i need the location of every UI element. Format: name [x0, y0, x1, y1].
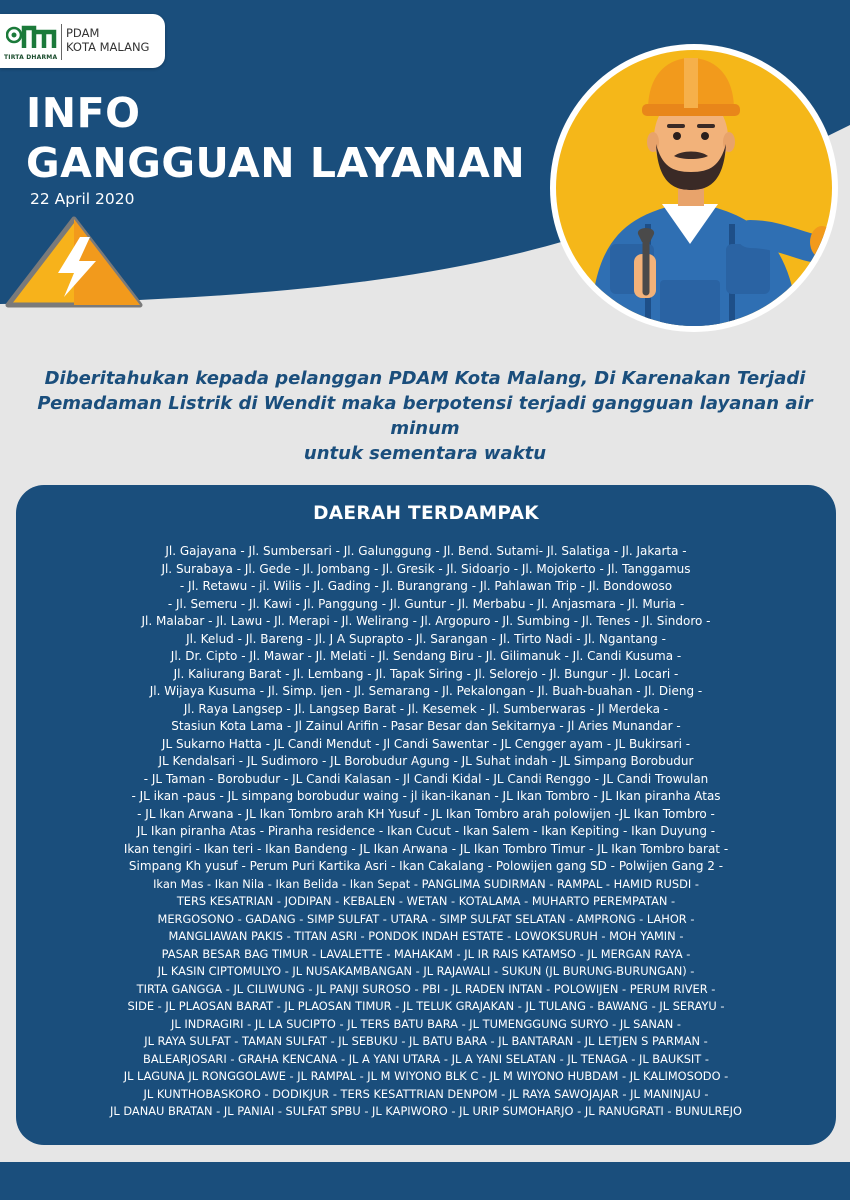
area-line: JL KASIN CIPTOMULYO - JL NUSAKAMBANGAN - JL RAJAWALI - SUKUN (JL BURUNG-BURUNGAN) -	[157, 964, 695, 978]
area-line: JL INDRAGIRI - JL LA SUCIPTO - JL TERS BATU BARA - JL TUMENGGUNG SURYO - JL SANAN -	[171, 1016, 681, 1031]
affected-areas-panel	[16, 485, 836, 1145]
area-line: Jl. Wijaya Kusuma - Jl. Simp. Ijen - Jl. Semarang - Jl. Pekalongan - Jl. Buah-buahan - Jl. Dieng -	[149, 684, 703, 698]
area-line: Ikan Mas - Ikan Nila - Ikan Belida - Ikan Sepat - PANGLIMA SUDIRMAN - RAMPAL - HAMID RUSDI -	[153, 876, 699, 891]
technician-illustration	[550, 44, 840, 334]
page-title	[26, 88, 525, 188]
logo-tagline: TIRTA DHARMA	[4, 54, 58, 61]
title-line2: GANGGUAN LAYANAN	[26, 139, 526, 187]
area-line: TIRTA GANGGA - JL CILIWUNG - JL PANJI SUROSO - PBI - JL RADEN INTAN - POLOWIJEN - PERUM RIVER -	[136, 981, 716, 996]
area-line: JL Ikan piranha Atas - Piranha residence - Ikan Cucut - Ikan Salem - Ikan Kepiting - Ikan Duyung -	[136, 824, 716, 838]
area-line: - JL Ikan Arwana - JL Ikan Tombro arah KH Yusuf - JL Ikan Tombro arah polowijen -JL Ikan Tombro -	[137, 806, 715, 821]
logo-divider	[61, 24, 62, 60]
area-line: - JL Taman - Borobudur - JL Candi Kalasan - Jl Candi Kidal - JL Candi Renggo - JL Candi Trowulan	[143, 771, 709, 786]
area-line: Simpang Kh yusuf - Perum Puri Kartika Asri - Ikan Cakalang - Polowijen gang SD - Polwijen Gang 2 -	[128, 859, 724, 873]
area-line: JL KUNTHOBASKORO - DODIKJUR - TERS KESATTRIAN DENPOM - JL RAYA SAWOJAJAR - JL MANINJAU -	[143, 1086, 709, 1101]
pdam-logo-icon	[6, 22, 58, 52]
area-line: Jl. Malabar - Jl. Lawu - Jl. Merapi - Jl. Welirang - Jl. Argopuro - Jl. Sumbing - Jl. Tenes - Jl. Sindoro -	[141, 614, 711, 628]
area-line: Stasiun Kota Lama - Jl Zainul Arifin - Pasar Besar dan Sekitarnya - Jl Aries Munandar -	[171, 719, 681, 733]
area-line: MANGLIAWAN PAKIS - TITAN ASRI - PONDOK INDAH ESTATE - LOWOKSURUH - MOH YAMIN -	[168, 929, 684, 943]
area-line: MERGOSONO - GADANG - SIMP SULFAT - UTARA - SIMP SULFAT SELATAN - AMPRONG - LAHOR -	[157, 911, 695, 926]
notice-line2: Pemadaman Listrik di Wendit maka berpotensi terjadi gangguan layanan air minum	[37, 393, 813, 439]
area-line: JL Kendalsari - JL Sudimoro - JL Borobudur Agung - JL Suhat indah - JL Simpang Borobudur	[158, 754, 694, 768]
area-line: JL DANAU BRATAN - JL PANIAI - SULFAT SPBU - JL KAPIWORO - JL URIP SUMOHARJO - JL RANUGRATI - BUNULREJO	[110, 1104, 742, 1118]
high-voltage-icon	[4, 215, 144, 310]
area-line: PASAR BESAR BAG TIMUR - LAVALETTE - MAHAKAM - JL IR RAIS KATAMSO - JL MERGAN RAYA -	[161, 946, 691, 961]
notice-text	[20, 366, 830, 466]
logo-name-line2: KOTA MALANG	[66, 40, 150, 54]
area-line: Jl. Kelud - Jl. Bareng - Jl. J A Suprapto - Jl. Sarangan - Jl. Tirto Nadi - Jl. Ngantang -	[186, 631, 666, 646]
pdam-logo	[0, 14, 165, 68]
affected-areas-list	[16, 543, 836, 1121]
footer-bar	[0, 1162, 850, 1200]
area-line: JL Sukarno Hatta - JL Candi Mendut - Jl Candi Sawentar - JL Cengger ayam - JL Bukirsari -	[161, 736, 691, 751]
area-line: - Jl. Semeru - Jl. Kawi - Jl. Panggung - Jl. Guntur - Jl. Merbabu - Jl. Anjasmara - Jl. Muria -	[167, 596, 685, 611]
area-line: - Jl. Retawu - jl. Wilis - Jl. Gading - Jl. Burangrang - Jl. Pahlawan Trip - Jl. Bondowoso	[179, 579, 673, 593]
area-line: SIDE - JL PLAOSAN BARAT - JL PLAOSAN TIMUR - JL TELUK GRAJAKAN - JL TULANG - BAWANG - JL SERAYU -	[127, 999, 725, 1013]
notice-date: 22 April 2020	[30, 190, 135, 208]
logo-name-line1: PDAM	[66, 26, 100, 40]
area-line: Jl. Surabaya - Jl. Gede - Jl. Jombang - Jl. Gresik - Jl. Sidoarjo - Jl. Mojokerto - Jl. Tanggamus	[161, 561, 691, 576]
area-line: BALEARJOSARI - GRAHA KENCANA - JL A YANI UTARA - JL A YANI SELATAN - JL TENAGA - JL BAUKSIT -	[143, 1051, 709, 1066]
notice-line3: untuk sementara waktu	[303, 443, 547, 464]
affected-areas-title: DAERAH TERDAMPAK	[313, 503, 539, 524]
area-line: Jl. Raya Langsep - Jl. Langsep Barat - Jl. Kesemek - Jl. Sumberwaras - Jl Merdeka -	[183, 701, 669, 716]
area-line: JL LAGUNA JL RONGGOLAWE - JL RAMPAL - JL M WIYONO BLK C - JL M WIYONO HUBDAM - JL KALIMOSODO -	[123, 1069, 729, 1083]
logo-name	[66, 26, 149, 54]
area-line: Jl. Dr. Cipto - Jl. Mawar - Jl. Melati - Jl. Sendang Biru - Jl. Gilimanuk - Jl. Candi Kusuma -	[170, 649, 682, 663]
area-line: - JL ikan -paus - JL simpang borobudur waing - jl ikan-ikanan - JL Ikan Tombro - JL Ikan piranha Atas	[131, 789, 721, 803]
area-line: Jl. Gajayana - Jl. Sumbersari - Jl. Galunggung - Jl. Bend. Sutami- Jl. Salatiga - Jl. Jakarta -	[165, 544, 687, 558]
notice-line1: Diberitahukan kepada pelanggan PDAM Kota Malang, Di Karenakan Terjadi	[44, 368, 806, 389]
area-line: JL RAYA SULFAT - TAMAN SULFAT - JL SEBUKU - JL BATU BARA - JL BANTARAN - JL LETJEN S PARMAN -	[144, 1034, 708, 1048]
area-line: Jl. Kaliurang Barat - Jl. Lembang - Jl. Tapak Siring - Jl. Selorejo - Jl. Bungur - Jl. Locari -	[173, 666, 679, 681]
area-line: TERS KESATRIAN - JODIPAN - KEBALEN - WETAN - KOTALAMA - MUHARTO PEREMPATAN -	[176, 894, 676, 908]
area-line: Ikan tengiri - Ikan teri - Ikan Bandeng - JL Ikan Arwana - JL Ikan Tombro Timur - JL Ikan Tombro barat -	[123, 841, 729, 856]
title-line1: INFO	[26, 89, 141, 137]
